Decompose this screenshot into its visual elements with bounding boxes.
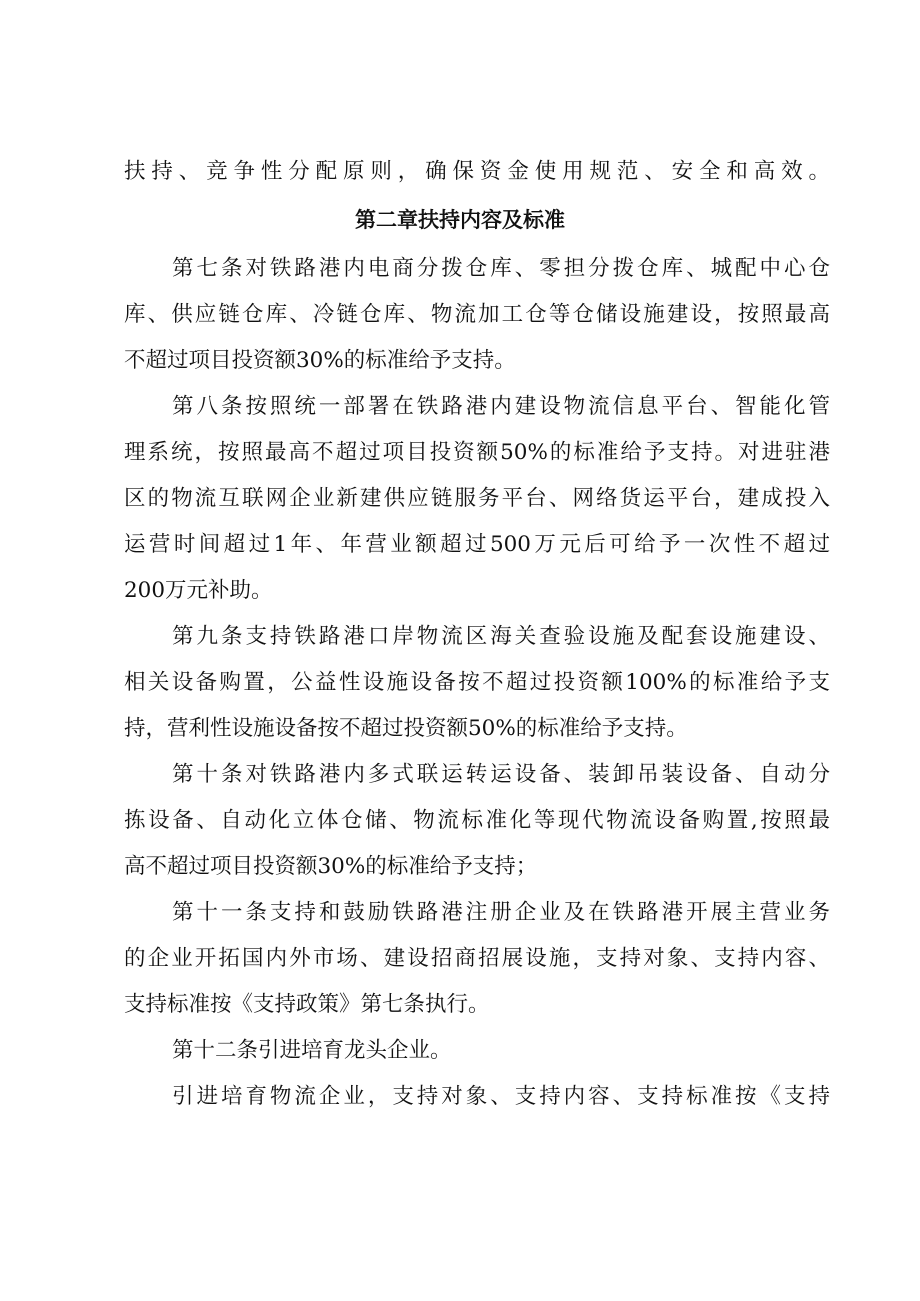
article-9-line-3: 持，营利性设施设备按不超过投资额50%的标准给予支持。 <box>124 716 688 741</box>
article-12-line-2: 引进培育物流企业，支持对象、支持内容、支持标准按《支持 <box>172 1084 830 1109</box>
article-7-line-1: 第七条对铁路港内电商分拨仓库、零担分拨仓库、城配中心仓 <box>172 256 830 281</box>
article-10-line-2: 拣设备、自动化立体仓储、物流标准化等现代物流设备购置,按照最 <box>124 808 830 833</box>
article-10-line-1: 第十条对铁路港内多式联运转运设备、装卸吊装设备、自动分 <box>172 762 830 787</box>
article-8-line-3: 区的物流互联网企业新建供应链服务平台、网络货运平台，建成投入 <box>124 486 830 511</box>
article-11-line-2: 的企业开拓国内外市场、建设招商招展设施，支持对象、支持内容、 <box>124 946 830 971</box>
text-line-continuation: 扶持、竞争性分配原则，确保资金使用规范、安全和高效。 <box>124 159 830 184</box>
article-9-line-1: 第九条支持铁路港口岸物流区海关查验设施及配套设施建设、 <box>172 624 830 649</box>
article-10-line-3: 高不超过项目投资额30%的标准给予支持； <box>124 854 538 879</box>
article-9-line-2: 相关设备购置，公益性设施设备按不超过投资额100%的标准给予支 <box>124 670 830 695</box>
article-7-line-3: 不超过项目投资额30%的标准给予支持。 <box>124 348 516 373</box>
article-8-line-1: 第八条按照统一部署在铁路港内建设物流信息平台、智能化管 <box>172 394 830 419</box>
article-7-line-2: 库、供应链仓库、冷链仓库、物流加工仓等仓储设施建设，按照最高 <box>124 302 830 327</box>
article-8-line-4: 运营时间超过1年、年营业额超过500万元后可给予一次性不超过 <box>124 532 830 557</box>
article-12-line-1: 第十二条引进培育龙头企业。 <box>172 1038 452 1063</box>
article-11-line-3: 支持标准按《支持政策》第七条执行。 <box>124 992 490 1017</box>
article-8-line-5: 200万元补助。 <box>124 578 273 603</box>
chapter-heading: 第二章扶持内容及标准 <box>355 208 565 232</box>
article-11-line-1: 第十一条支持和鼓励铁路港注册企业及在铁路港开展主营业务 <box>172 900 830 925</box>
article-8-line-2: 理系统，按照最高不超过项目投资额50%的标准给予支持。对进驻港 <box>124 440 830 465</box>
